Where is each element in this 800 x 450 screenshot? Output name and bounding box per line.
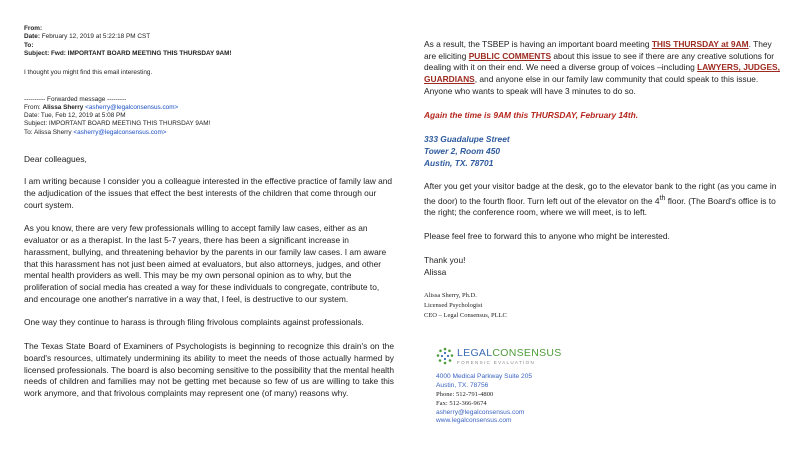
contact-phone: Phone: 512-791-4800 <box>436 390 494 398</box>
address-city: Austin, TX. 78701 <box>424 158 494 169</box>
forwarded-subject: Subject: IMPORTANT BOARD MEETING THIS THURSDAY 9AM! <box>24 120 211 128</box>
letter-body-left <box>24 154 394 400</box>
highlight-public-comments: PUBLIC COMMENTS <box>468 50 552 61</box>
right-column <box>424 0 786 426</box>
header-from: From: <box>24 25 43 32</box>
signature-role: CEO – Legal Consensus, PLLC <box>424 311 507 319</box>
contact-street[interactable]: 4000 Medical Parkway Suite 205 <box>436 373 533 381</box>
sender-email-link[interactable]: <asherry@legalconsensus.com> <box>85 104 179 112</box>
paragraph-1: I am writing because I consider you a colleague interested in the effective practice of family law and the adjudication of the issues that effect the best interests of the children that come through our court system. <box>24 176 393 210</box>
contact-fax: Fax: 512-366-9674 <box>436 399 487 407</box>
paragraph-2: As you know, there are very few professionals willing to accept family law cases, either as an evaluator or as a therapist. In the last 5-7 years, there has been a significant increase in harassment, bullying, and threatening behavior by the parents in our family law cases. I am aware that this harassment has not just been aimed at evaluators, but also attorneys, judges, and other mental health providers as well. This may be my own personal opinion as to why, but the proliferation of social media has created a way for these individuals to congregate, contribute to, and encourage one another's narrative in a way that, I feel, is destructive to our system. <box>24 223 387 304</box>
address-street: 333 Guadalupe Street <box>424 134 510 145</box>
thanks: Thank you! <box>424 254 466 265</box>
left-column <box>24 0 394 412</box>
signature-block <box>424 291 786 320</box>
header-to: To: <box>24 41 34 49</box>
paragraph-forward: Please feel free to forward this to anyone who might be interested. <box>424 231 670 242</box>
paragraph-4: The Texas State Board of Examiners of Psychologists is beginning to recognize this drain's on the board's resources, ultimately undermining its ability to meet the needs of those actually harmed by licensed professionals. The board is also becoming sensitive to the possibility that the mental health needs of children and families may not be getting met because so few of us are willing to take this work anymore, and that frivolous complaints may represent one (of many) reasons why. <box>24 341 394 398</box>
meeting-address <box>424 133 786 169</box>
signature-name: Alissa Sherry, Ph.D. <box>424 292 477 300</box>
logo-word-legal: LEGAL <box>457 346 493 359</box>
forwarded-date: Date: Tue, Feb 12, 2019 at 5:08 PM <box>24 112 126 120</box>
contact-website-link[interactable]: www.legalconsensus.com <box>436 417 512 425</box>
intro-line: I thought you might find this email interesting. <box>24 69 153 77</box>
reminder-time: Again the time is 9AM this THURSDAY, February 14th. <box>424 109 639 120</box>
signature-title: Licensed Psychologist <box>424 301 483 309</box>
forwarded-from: From: Alissa Sherry <asherry@legalconsensus.com> <box>24 104 179 112</box>
paragraph-directions: After you get your visitor badge at the desk, go to the elevator bank to the right (as you came in the door) to the fourth floor. Turn left out of the elevator on the 4th floor. (The Board's office is to the right; the conference room, where we will meet, is to left. <box>424 181 777 218</box>
highlight-lawyers: LAWYERS, JUDGES, GUARDIANS <box>424 62 780 85</box>
logo-dots-icon <box>436 347 454 365</box>
forwarded-to: To: Alissa Sherry <asherry@legalconsensus.com> <box>24 128 167 136</box>
email-header <box>24 25 394 58</box>
paragraph-meeting: As a result, the TSBEP is having an important board meeting THIS THURSDAY at 9AM. They are eliciting PUBLIC COMMENTS about this issue to see if there are any creative solutions for dealing with it on their end. We need a diverse group of voices –including LAWYERS, JUDGES, GUARDIANS, and anyone else in our family law community that could speak to this issue. Anyone who wants to speak will have 3 minutes to do so. <box>424 39 780 96</box>
company-logo <box>436 347 786 426</box>
greeting: Dear colleagues, <box>24 153 87 164</box>
address-room: Tower 2, Room 450 <box>424 146 501 157</box>
paragraph-3: One way they continue to harass is through filing frivolous complaints against professionals. <box>24 317 364 328</box>
closing <box>424 255 786 278</box>
contact-info <box>436 373 786 426</box>
header-subject: Subject: Fwd: IMPORTANT BOARD MEETING THIS THURSDAY 9AM! <box>24 49 232 57</box>
forwarded-block <box>24 96 394 136</box>
header-date: Date: February 12, 2019 at 5:22:18 PM CST <box>24 33 151 41</box>
sender-first-name: Alissa <box>424 266 447 277</box>
recipient-email-link[interactable]: <asherry@legalconsensus.com> <box>73 128 167 136</box>
contact-email-link[interactable]: asherry@legalconsensus.com <box>436 408 525 416</box>
forwarded-divider: ---------- Forwarded message --------- <box>24 96 127 104</box>
highlight-thursday: THIS THURSDAY at 9AM <box>651 39 749 49</box>
logo-word-consensus: CONSENSUS <box>492 346 562 359</box>
contact-city[interactable]: Austin, TX. 78756 <box>436 382 489 390</box>
logo-tagline: FORENSIC EVALUATION <box>457 359 536 365</box>
letter-body-right <box>424 39 786 278</box>
